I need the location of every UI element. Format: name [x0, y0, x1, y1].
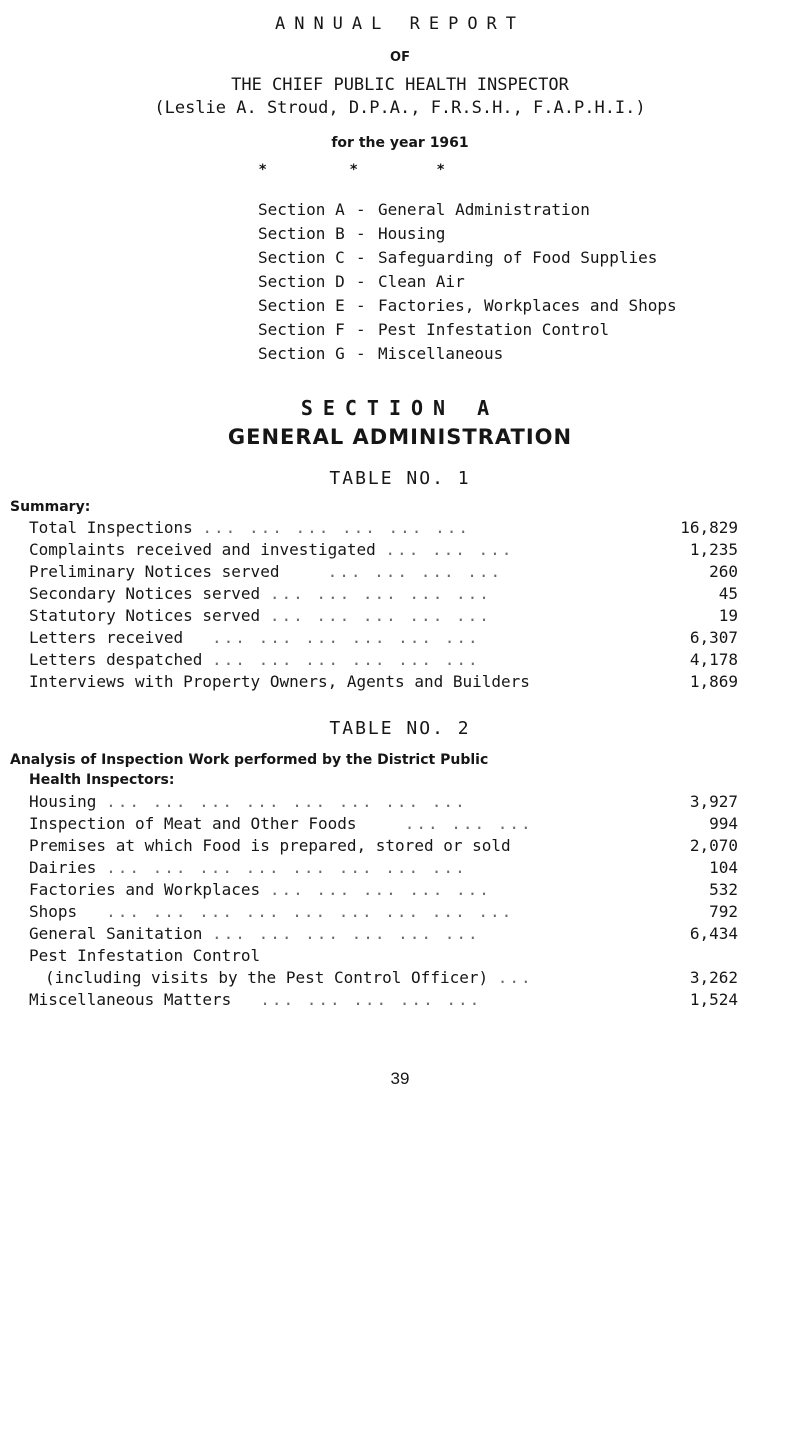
section-title: GENERAL ADMINISTRATION [227, 425, 573, 449]
table-row: Statutory Notices served ... ... ... ... ... [29, 606, 491, 625]
table-value: 3,262 [689, 968, 738, 987]
table2-caption-line2: Health Inspectors: [29, 772, 175, 788]
contents-item: Section A - General Administration [258, 200, 590, 219]
table-value: 16,829 [680, 518, 738, 537]
star-2: * [350, 162, 358, 178]
table-row: Inspection of Meat and Other Foods ... ... ... [29, 814, 533, 833]
report-author: (Leslie A. Stroud, D.P.A., F.R.S.H., F.A.P.H.I.) [154, 98, 646, 118]
page-number: 39 [390, 1069, 410, 1088]
table1-caption: Summary: [10, 499, 91, 515]
table-value: 4,178 [689, 650, 738, 669]
contents-item: Section D - Clean Air [258, 272, 465, 291]
table-row: (including visits by the Pest Control Officer) ... [45, 968, 533, 987]
table-row: Secondary Notices served ... ... ... ... ... [29, 584, 491, 603]
table-value: 532 [709, 880, 738, 899]
table-row: Miscellaneous Matters ... ... ... ... ... [29, 990, 482, 1009]
star-1: * [259, 162, 267, 178]
star-3: * [437, 162, 445, 178]
table-row: Preliminary Notices served ... ... ... ... [29, 562, 503, 581]
contents-item: Section B - Housing [258, 224, 446, 243]
table-value: 6,434 [689, 924, 738, 943]
table-row: Total Inspections ... ... ... ... ... ... [29, 518, 470, 537]
contents-item: Section E - Factories, Workplaces and Shops [258, 296, 677, 315]
table-row: Letters despatched ... ... ... ... ... ... [29, 650, 480, 669]
table-row: General Sanitation ... ... ... ... ... ... [29, 924, 480, 943]
table2-caption-line1: Analysis of Inspection Work performed by the District Public [10, 752, 489, 768]
contents-item: Section F - Pest Infestation Control [258, 320, 610, 339]
table-row: Pest Infestation Control [29, 946, 261, 965]
table-row: Complaints received and investigated ... ... ... [29, 540, 514, 559]
table-value: 45 [718, 584, 738, 603]
table-row: Housing ... ... ... ... ... ... ... ... [29, 792, 467, 811]
table-row: Interviews with Property Owners, Agents and Builders [29, 672, 530, 691]
table-row: Dairies ... ... ... ... ... ... ... ... [29, 858, 467, 877]
report-subtitle: THE CHIEF PUBLIC HEALTH INSPECTOR [231, 75, 569, 95]
report-year: for the year 1961 [331, 135, 469, 151]
table-value: 1,235 [689, 540, 738, 559]
section-heading: SECTION A [300, 396, 500, 420]
table-value: 2,070 [689, 836, 738, 855]
report-title: ANNUAL REPORT [274, 14, 526, 34]
table-value: 994 [709, 814, 738, 833]
table-row: Letters received ... ... ... ... ... ... [29, 628, 480, 647]
contents-item: Section C - Safeguarding of Food Supplies [258, 248, 658, 267]
table1-title: TABLE NO. 1 [329, 468, 471, 489]
table-row: Shops ... ... ... ... ... ... ... ... ... [29, 902, 514, 921]
table-value: 1,869 [689, 672, 738, 691]
table-row: Factories and Workplaces ... ... ... ... ... [29, 880, 491, 899]
table-value: 792 [709, 902, 738, 921]
table-value: 104 [709, 858, 738, 877]
table-value: 260 [709, 562, 738, 581]
table-value: 1,524 [689, 990, 738, 1009]
report-of: OF [390, 50, 410, 65]
table-value: 3,927 [689, 792, 738, 811]
table-value: 19 [718, 606, 738, 625]
table-value: 6,307 [689, 628, 738, 647]
table-row: Premises at which Food is prepared, stored or sold [29, 836, 511, 855]
table2-title: TABLE NO. 2 [329, 718, 471, 739]
contents-item: Section G - Miscellaneous [258, 344, 504, 363]
